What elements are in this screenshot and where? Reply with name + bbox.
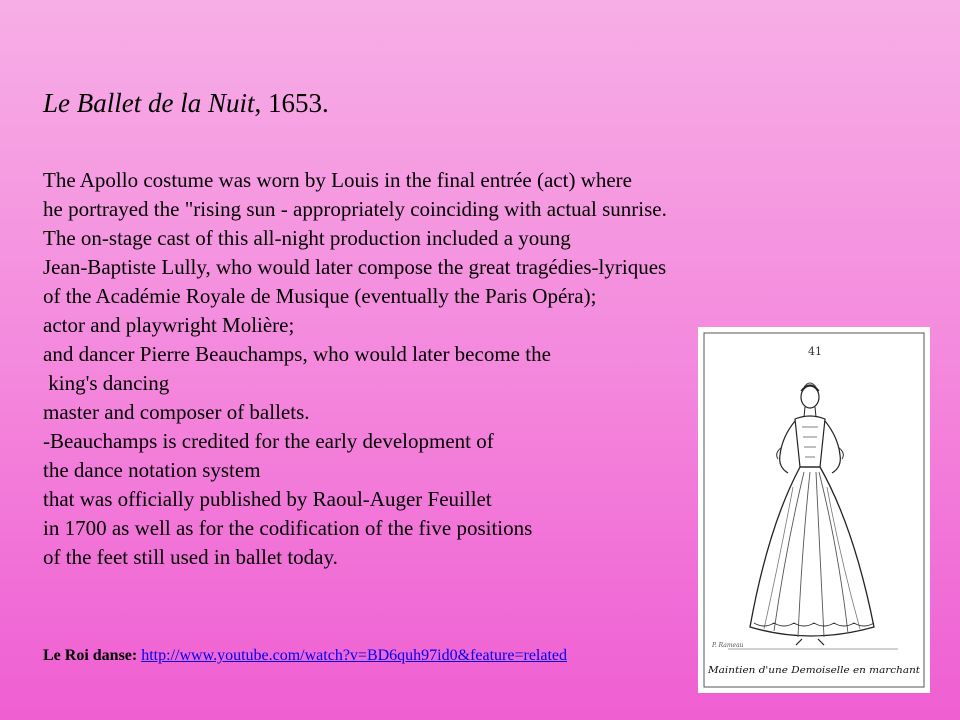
- body-line: master and composer of ballets.: [43, 400, 310, 424]
- slide-title-year: , 1653.: [254, 88, 329, 118]
- body-line: and dancer Pierre Beauchamps, who would later become the: [43, 342, 551, 366]
- body-line: the dance notation system: [43, 458, 261, 482]
- engraving-illustration: [698, 327, 930, 693]
- footer-reference: [43, 645, 567, 667]
- body-line: Jean-Baptiste Lully, who would later compose the great tragédies-lyriques: [43, 255, 667, 279]
- engraving-caption: Maintien d'une Demoiselle en marchant: [706, 665, 921, 676]
- slide-title: [43, 86, 329, 120]
- body-line: king's dancing: [43, 371, 170, 395]
- body-line: The on-stage cast of this all-night production included a young: [43, 226, 571, 250]
- body-line: that was officially published by Raoul-Auger Feuillet: [43, 487, 492, 511]
- body-text: [43, 166, 667, 572]
- engraver-signature: P. Rameau: [712, 642, 744, 649]
- slide-title-italic: Le Ballet de la Nuit: [43, 88, 255, 118]
- body-line: he portrayed the "rising sun - appropriately coinciding with actual sunrise.: [43, 197, 667, 221]
- dancer-engraving: [698, 327, 930, 693]
- plate-number: 41: [808, 345, 822, 358]
- body-line: of the Académie Royale de Musique (eventually the Paris Opéra);: [43, 284, 597, 308]
- youtube-link[interactable]: http://www.youtube.com/watch?v=BD6quh97id0&feature=related: [141, 647, 568, 664]
- body-line: -Beauchamps is credited for the early development of: [43, 429, 494, 453]
- body-line: in 1700 as well as for the codification of the five positions: [43, 516, 533, 540]
- body-line: The Apollo costume was worn by Louis in the final entrée (act) where: [43, 168, 632, 192]
- body-line: actor and playwright Molière;: [43, 313, 295, 337]
- body-line: of the feet still used in ballet today.: [43, 545, 338, 569]
- footer-label: Le Roi danse:: [43, 647, 138, 664]
